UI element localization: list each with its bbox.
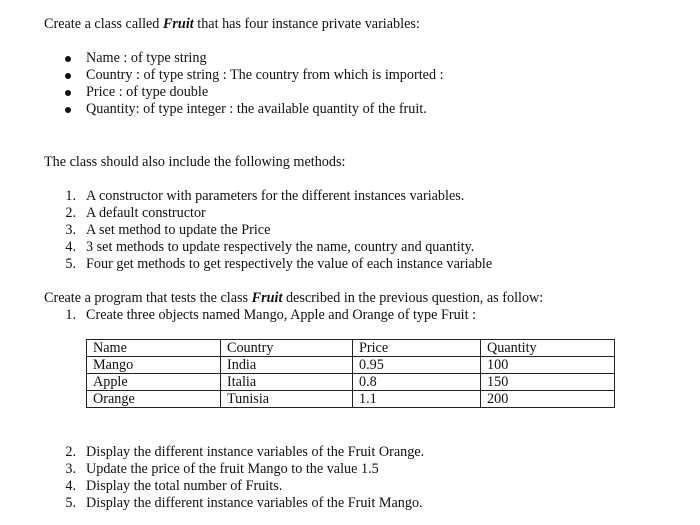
table-cell: Mango: [87, 357, 221, 374]
method-item: A default constructor: [86, 205, 206, 221]
task-item: Update the price of the fruit Mango to the value 1.5: [86, 461, 379, 477]
table-cell: Orange: [87, 391, 221, 408]
list-number: 2.: [65, 205, 76, 221]
intro-line: [44, 16, 420, 33]
method-item: A constructor with parameters for the different instances variables.: [86, 188, 465, 204]
bullet-icon: [65, 56, 71, 62]
task-item: Display the different instance variables of the Fruit Mango.: [86, 495, 423, 511]
list-number: 5.: [65, 495, 76, 511]
bullet-icon: [65, 90, 71, 96]
table-cell: 100: [481, 357, 615, 374]
list-number: 3.: [65, 461, 76, 477]
table-cell: Apple: [87, 374, 221, 391]
variable-item: Price : of type double: [86, 84, 209, 100]
intro-suffix: that has four instance private variables:: [193, 16, 420, 32]
list-number: 2.: [65, 444, 76, 460]
task-item: Display the different instance variables of the Fruit Orange.: [86, 444, 425, 460]
program-intro-prefix: Create a program that tests the class: [44, 290, 252, 306]
list-number: 1.: [65, 307, 76, 323]
bullet-icon: [65, 73, 71, 79]
program-intro: [44, 290, 543, 307]
table-row: [87, 391, 615, 408]
class-name-fruit: Fruit: [251, 290, 283, 306]
table-header-cell: Quantity: [481, 340, 615, 357]
table-row: [87, 374, 615, 391]
table-cell: 0.95: [353, 357, 481, 374]
program-intro-suffix: described in the previous question, as follow:: [282, 290, 544, 306]
table-cell: 1.1: [353, 391, 481, 408]
list-number: 3.: [65, 222, 76, 238]
table-cell: India: [221, 357, 353, 374]
fruit-table: [86, 339, 615, 408]
table-header-cell: Name: [87, 340, 221, 357]
table-cell: 200: [481, 391, 615, 408]
class-name-fruit: Fruit: [162, 16, 194, 32]
methods-intro: The class should also include the following methods:: [44, 154, 346, 170]
table-header-cell: Price: [353, 340, 481, 357]
task-item: Create three objects named Mango, Apple and Orange of type Fruit :: [86, 307, 477, 323]
intro-prefix: Create a class called: [44, 16, 163, 32]
variable-item: Name : of type string: [86, 50, 207, 66]
table-cell: 150: [481, 374, 615, 391]
list-number: 4.: [65, 239, 76, 255]
table-row: [87, 357, 615, 374]
list-number: 1.: [65, 188, 76, 204]
variable-item: Country : of type string : The country from which is imported :: [86, 67, 444, 83]
method-item: A set method to update the Price: [86, 222, 271, 238]
table-header-cell: Country: [221, 340, 353, 357]
table-cell: 0.8: [353, 374, 481, 391]
bullet-icon: [65, 107, 71, 113]
task-item: Display the total number of Fruits.: [86, 478, 283, 494]
table-cell: Italia: [221, 374, 353, 391]
table-header-row: [87, 340, 615, 357]
method-item: 3 set methods to update respectively the name, country and quantity.: [86, 239, 475, 255]
method-item: Four get methods to get respectively the value of each instance variable: [86, 256, 493, 272]
list-number: 4.: [65, 478, 76, 494]
table-cell: Tunisia: [221, 391, 353, 408]
list-number: 5.: [65, 256, 76, 272]
variable-item: Quantity: of type integer : the available quantity of the fruit.: [86, 101, 427, 117]
